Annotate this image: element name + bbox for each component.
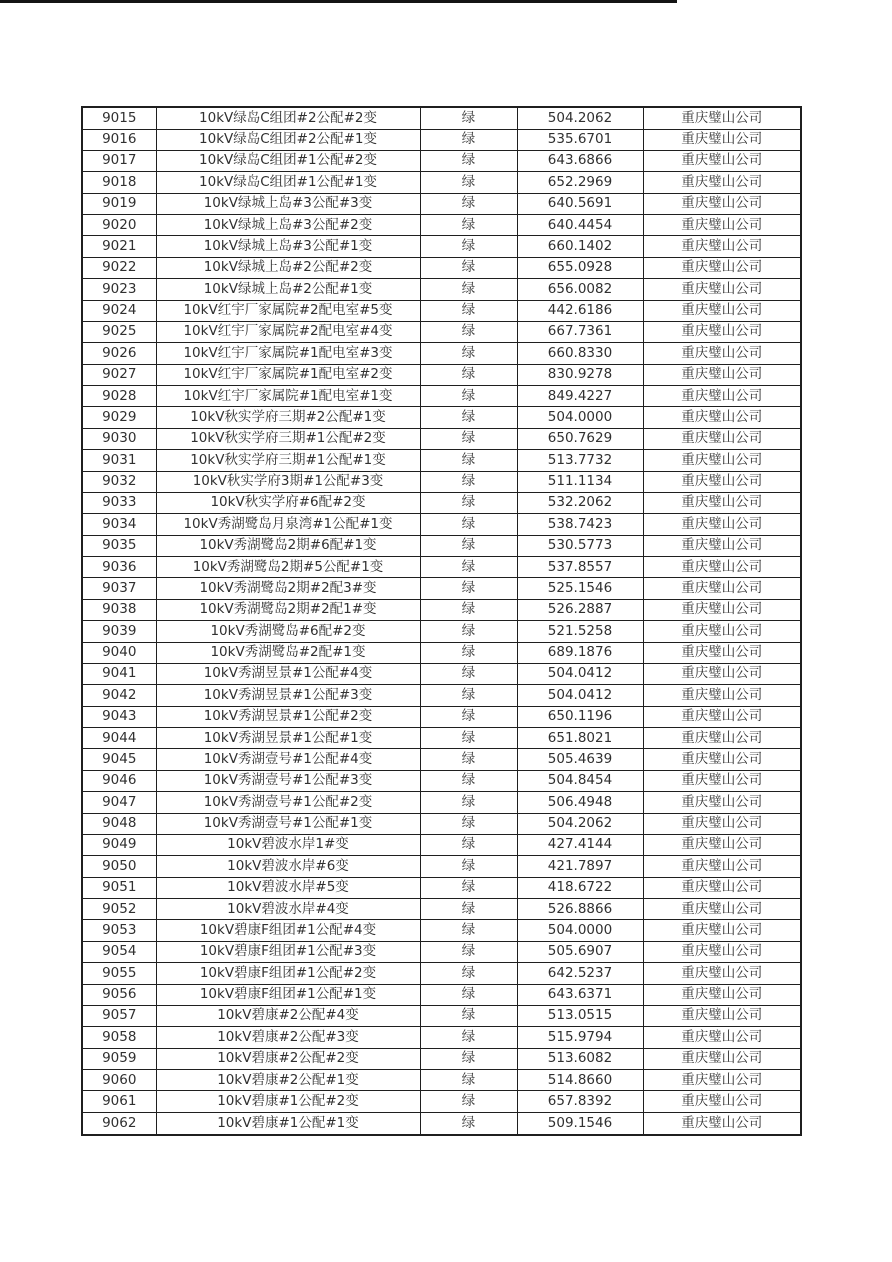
table-row <box>82 535 801 556</box>
cell-value: 537.8557 <box>517 557 643 578</box>
grid-body <box>82 107 801 1135</box>
cell-company: 重庆璧山公司 <box>643 257 801 278</box>
cell-status: 绿 <box>420 364 517 385</box>
cell-name: 10kV碧波水岸1#变 <box>156 834 420 855</box>
table-row <box>82 599 801 620</box>
table-row <box>82 770 801 791</box>
cell-name: 10kV绿岛C组团#1公配#1变 <box>156 172 420 193</box>
cell-status: 绿 <box>420 728 517 749</box>
cell-status: 绿 <box>420 343 517 364</box>
cell-name: 10kV秀湖鹭岛2期#6配#1变 <box>156 535 420 556</box>
cell-id: 9059 <box>82 1048 156 1069</box>
table-row <box>82 1112 801 1135</box>
cell-id: 9016 <box>82 129 156 150</box>
cell-id: 9061 <box>82 1091 156 1112</box>
cell-status: 绿 <box>420 1027 517 1048</box>
cell-status: 绿 <box>420 172 517 193</box>
cell-value: 642.5237 <box>517 963 643 984</box>
cell-value: 506.4948 <box>517 792 643 813</box>
cell-company: 重庆璧山公司 <box>643 856 801 877</box>
cell-id: 9018 <box>82 172 156 193</box>
table-row <box>82 279 801 300</box>
cell-value: 535.6701 <box>517 129 643 150</box>
cell-status: 绿 <box>420 899 517 920</box>
cell-company: 重庆璧山公司 <box>643 792 801 813</box>
cell-value: 660.8330 <box>517 343 643 364</box>
cell-value: 526.8866 <box>517 899 643 920</box>
cell-name: 10kV红宇厂家属院#1配电室#1变 <box>156 386 420 407</box>
cell-name: 10kV绿城上岛#3公配#1变 <box>156 236 420 257</box>
cell-status: 绿 <box>420 941 517 962</box>
cell-status: 绿 <box>420 407 517 428</box>
cell-value: 640.4454 <box>517 215 643 236</box>
cell-id: 9036 <box>82 557 156 578</box>
cell-name: 10kV绿城上岛#2公配#2变 <box>156 257 420 278</box>
cell-name: 10kV碧波水岸#4变 <box>156 899 420 920</box>
table-row <box>82 407 801 428</box>
cell-status: 绿 <box>420 428 517 449</box>
cell-status: 绿 <box>420 279 517 300</box>
cell-id: 9028 <box>82 386 156 407</box>
table-row <box>82 215 801 236</box>
cell-name: 10kV秀湖鹭岛2期#2配1#变 <box>156 599 420 620</box>
cell-id: 9040 <box>82 642 156 663</box>
table-row <box>82 834 801 855</box>
cell-company: 重庆璧山公司 <box>643 642 801 663</box>
cell-company: 重庆璧山公司 <box>643 215 801 236</box>
cell-company: 重庆璧山公司 <box>643 535 801 556</box>
scan-edge-artifact <box>0 0 677 3</box>
cell-company: 重庆璧山公司 <box>643 428 801 449</box>
table-row <box>82 642 801 663</box>
cell-value: 652.2969 <box>517 172 643 193</box>
cell-name: 10kV秀湖昱景#1公配#3变 <box>156 685 420 706</box>
cell-status: 绿 <box>420 963 517 984</box>
cell-value: 538.7423 <box>517 514 643 535</box>
cell-id: 9057 <box>82 1005 156 1026</box>
cell-company: 重庆璧山公司 <box>643 236 801 257</box>
cell-value: 651.8021 <box>517 728 643 749</box>
cell-id: 9041 <box>82 663 156 684</box>
cell-id: 9017 <box>82 150 156 171</box>
cell-id: 9019 <box>82 193 156 214</box>
cell-status: 绿 <box>420 514 517 535</box>
table-row <box>82 386 801 407</box>
table-row <box>82 364 801 385</box>
cell-value: 505.4639 <box>517 749 643 770</box>
cell-name: 10kV碧波水岸#6变 <box>156 856 420 877</box>
table-row <box>82 321 801 342</box>
cell-value: 643.6371 <box>517 984 643 1005</box>
cell-name: 10kV秀湖壹号#1公配#4变 <box>156 749 420 770</box>
cell-company: 重庆璧山公司 <box>643 877 801 898</box>
cell-value: 525.1546 <box>517 578 643 599</box>
cell-name: 10kV碧康F组团#1公配#4变 <box>156 920 420 941</box>
cell-company: 重庆璧山公司 <box>643 364 801 385</box>
cell-id: 9051 <box>82 877 156 898</box>
cell-value: 660.1402 <box>517 236 643 257</box>
cell-id: 9031 <box>82 450 156 471</box>
cell-name: 10kV秋实学府三期#2公配#1变 <box>156 407 420 428</box>
cell-value: 650.7629 <box>517 428 643 449</box>
cell-status: 绿 <box>420 1091 517 1112</box>
cell-company: 重庆璧山公司 <box>643 386 801 407</box>
table-row <box>82 1005 801 1026</box>
cell-value: 521.5258 <box>517 621 643 642</box>
cell-id: 9048 <box>82 813 156 834</box>
cell-company: 重庆璧山公司 <box>643 706 801 727</box>
table-row <box>82 172 801 193</box>
cell-value: 504.8454 <box>517 770 643 791</box>
cell-value: 513.0515 <box>517 1005 643 1026</box>
cell-status: 绿 <box>420 1112 517 1135</box>
cell-status: 绿 <box>420 1048 517 1069</box>
cell-id: 9038 <box>82 599 156 620</box>
table-row <box>82 685 801 706</box>
cell-value: 513.7732 <box>517 450 643 471</box>
table-row <box>82 300 801 321</box>
cell-company: 重庆璧山公司 <box>643 1070 801 1091</box>
table-row <box>82 749 801 770</box>
cell-name: 10kV碧康#1公配#1变 <box>156 1112 420 1135</box>
cell-company: 重庆璧山公司 <box>643 941 801 962</box>
cell-id: 9056 <box>82 984 156 1005</box>
cell-value: 427.4144 <box>517 834 643 855</box>
cell-company: 重庆璧山公司 <box>643 749 801 770</box>
cell-company: 重庆璧山公司 <box>643 450 801 471</box>
cell-name: 10kV绿岛C组团#2公配#1变 <box>156 129 420 150</box>
cell-name: 10kV秀湖鹭岛2期#5公配#1变 <box>156 557 420 578</box>
cell-id: 9045 <box>82 749 156 770</box>
cell-value: 442.6186 <box>517 300 643 321</box>
cell-value: 532.2062 <box>517 492 643 513</box>
cell-name: 10kV碧康F组团#1公配#1变 <box>156 984 420 1005</box>
cell-status: 绿 <box>420 450 517 471</box>
cell-value: 849.4227 <box>517 386 643 407</box>
table-row <box>82 877 801 898</box>
cell-status: 绿 <box>420 107 517 129</box>
cell-company: 重庆璧山公司 <box>643 107 801 129</box>
table-row <box>82 1027 801 1048</box>
table-row <box>82 984 801 1005</box>
table-row <box>82 343 801 364</box>
cell-value: 643.6866 <box>517 150 643 171</box>
cell-name: 10kV秀湖昱景#1公配#4变 <box>156 663 420 684</box>
table-row <box>82 856 801 877</box>
table-row <box>82 621 801 642</box>
data-table-container <box>81 106 802 1136</box>
cell-company: 重庆璧山公司 <box>643 321 801 342</box>
cell-name: 10kV秋实学府三期#1公配#1变 <box>156 450 420 471</box>
table-row <box>82 428 801 449</box>
cell-status: 绿 <box>420 792 517 813</box>
cell-id: 9042 <box>82 685 156 706</box>
cell-value: 830.9278 <box>517 364 643 385</box>
cell-id: 9044 <box>82 728 156 749</box>
cell-value: 504.0000 <box>517 407 643 428</box>
table-row <box>82 150 801 171</box>
cell-company: 重庆璧山公司 <box>643 1048 801 1069</box>
cell-name: 10kV红宇厂家属院#2配电室#4变 <box>156 321 420 342</box>
cell-value: 505.6907 <box>517 941 643 962</box>
cell-status: 绿 <box>420 749 517 770</box>
cell-id: 9050 <box>82 856 156 877</box>
cell-value: 514.8660 <box>517 1070 643 1091</box>
cell-company: 重庆璧山公司 <box>643 834 801 855</box>
table-row <box>82 663 801 684</box>
cell-value: 509.1546 <box>517 1112 643 1135</box>
cell-company: 重庆璧山公司 <box>643 514 801 535</box>
cell-company: 重庆璧山公司 <box>643 129 801 150</box>
cell-company: 重庆璧山公司 <box>643 343 801 364</box>
cell-value: 504.2062 <box>517 107 643 129</box>
table-row <box>82 236 801 257</box>
table-row <box>82 514 801 535</box>
table-row <box>82 1091 801 1112</box>
table-row <box>82 450 801 471</box>
cell-status: 绿 <box>420 557 517 578</box>
cell-id: 9024 <box>82 300 156 321</box>
cell-status: 绿 <box>420 535 517 556</box>
cell-id: 9035 <box>82 535 156 556</box>
table-row <box>82 193 801 214</box>
cell-status: 绿 <box>420 386 517 407</box>
cell-value: 640.5691 <box>517 193 643 214</box>
cell-name: 10kV红宇厂家属院#1配电室#3变 <box>156 343 420 364</box>
cell-status: 绿 <box>420 813 517 834</box>
cell-id: 9032 <box>82 471 156 492</box>
cell-company: 重庆璧山公司 <box>643 172 801 193</box>
cell-id: 9052 <box>82 899 156 920</box>
cell-name: 10kV绿岛C组团#2公配#2变 <box>156 107 420 129</box>
cell-name: 10kV绿岛C组团#1公配#2变 <box>156 150 420 171</box>
cell-company: 重庆璧山公司 <box>643 193 801 214</box>
cell-status: 绿 <box>420 877 517 898</box>
cell-value: 530.5773 <box>517 535 643 556</box>
cell-id: 9033 <box>82 492 156 513</box>
cell-id: 9047 <box>82 792 156 813</box>
cell-company: 重庆璧山公司 <box>643 578 801 599</box>
cell-id: 9062 <box>82 1112 156 1135</box>
cell-status: 绿 <box>420 257 517 278</box>
cell-value: 418.6722 <box>517 877 643 898</box>
cell-id: 9025 <box>82 321 156 342</box>
cell-company: 重庆璧山公司 <box>643 728 801 749</box>
cell-name: 10kV秋实学府#6配#2变 <box>156 492 420 513</box>
cell-value: 504.0412 <box>517 685 643 706</box>
cell-status: 绿 <box>420 150 517 171</box>
cell-name: 10kV秀湖昱景#1公配#2变 <box>156 706 420 727</box>
cell-name: 10kV秀湖鹭岛2期#2配3#变 <box>156 578 420 599</box>
cell-status: 绿 <box>420 621 517 642</box>
cell-status: 绿 <box>420 770 517 791</box>
cell-company: 重庆璧山公司 <box>643 492 801 513</box>
table-row <box>82 941 801 962</box>
cell-name: 10kV碧康F组团#1公配#2变 <box>156 963 420 984</box>
cell-name: 10kV秋实学府三期#1公配#2变 <box>156 428 420 449</box>
cell-name: 10kV秀湖鹭岛#2配#1变 <box>156 642 420 663</box>
data-table <box>81 106 802 1136</box>
cell-value: 504.0000 <box>517 920 643 941</box>
table-row <box>82 107 801 129</box>
cell-name: 10kV碧波水岸#5变 <box>156 877 420 898</box>
cell-company: 重庆璧山公司 <box>643 963 801 984</box>
cell-value: 667.7361 <box>517 321 643 342</box>
table-row <box>82 492 801 513</box>
cell-status: 绿 <box>420 321 517 342</box>
cell-value: 526.2887 <box>517 599 643 620</box>
cell-name: 10kV碧康#1公配#2变 <box>156 1091 420 1112</box>
cell-company: 重庆璧山公司 <box>643 1091 801 1112</box>
cell-name: 10kV秀湖鹭岛月泉湾#1公配#1变 <box>156 514 420 535</box>
cell-name: 10kV碧康#2公配#2变 <box>156 1048 420 1069</box>
cell-name: 10kV绿城上岛#3公配#2变 <box>156 215 420 236</box>
table-row <box>82 813 801 834</box>
cell-company: 重庆璧山公司 <box>643 685 801 706</box>
table-row <box>82 557 801 578</box>
cell-value: 421.7897 <box>517 856 643 877</box>
cell-company: 重庆璧山公司 <box>643 813 801 834</box>
cell-company: 重庆璧山公司 <box>643 984 801 1005</box>
cell-name: 10kV秀湖鹭岛#6配#2变 <box>156 621 420 642</box>
table-row <box>82 1070 801 1091</box>
cell-company: 重庆璧山公司 <box>643 770 801 791</box>
cell-value: 513.6082 <box>517 1048 643 1069</box>
cell-status: 绿 <box>420 471 517 492</box>
table-row <box>82 792 801 813</box>
cell-id: 9043 <box>82 706 156 727</box>
cell-status: 绿 <box>420 129 517 150</box>
cell-status: 绿 <box>420 642 517 663</box>
cell-name: 10kV秀湖壹号#1公配#3变 <box>156 770 420 791</box>
cell-company: 重庆璧山公司 <box>643 1005 801 1026</box>
cell-name: 10kV红宇厂家属院#2配电室#5变 <box>156 300 420 321</box>
cell-company: 重庆璧山公司 <box>643 279 801 300</box>
table-row <box>82 728 801 749</box>
table-row <box>82 899 801 920</box>
cell-id: 9037 <box>82 578 156 599</box>
cell-name: 10kV秀湖壹号#1公配#1变 <box>156 813 420 834</box>
cell-id: 9023 <box>82 279 156 300</box>
cell-value: 656.0082 <box>517 279 643 300</box>
cell-id: 9027 <box>82 364 156 385</box>
cell-status: 绿 <box>420 984 517 1005</box>
cell-status: 绿 <box>420 578 517 599</box>
cell-value: 511.1134 <box>517 471 643 492</box>
cell-id: 9039 <box>82 621 156 642</box>
cell-company: 重庆璧山公司 <box>643 471 801 492</box>
cell-name: 10kV绿城上岛#2公配#1变 <box>156 279 420 300</box>
cell-status: 绿 <box>420 215 517 236</box>
cell-id: 9054 <box>82 941 156 962</box>
cell-company: 重庆璧山公司 <box>643 300 801 321</box>
cell-id: 9046 <box>82 770 156 791</box>
cell-id: 9029 <box>82 407 156 428</box>
table-row <box>82 578 801 599</box>
cell-id: 9022 <box>82 257 156 278</box>
cell-name: 10kV碧康#2公配#3变 <box>156 1027 420 1048</box>
cell-status: 绿 <box>420 685 517 706</box>
cell-company: 重庆璧山公司 <box>643 150 801 171</box>
cell-status: 绿 <box>420 856 517 877</box>
cell-value: 689.1876 <box>517 642 643 663</box>
cell-name: 10kV秀湖昱景#1公配#1变 <box>156 728 420 749</box>
cell-company: 重庆璧山公司 <box>643 1027 801 1048</box>
cell-company: 重庆璧山公司 <box>643 621 801 642</box>
cell-company: 重庆璧山公司 <box>643 1112 801 1135</box>
cell-name: 10kV秋实学府3期#1公配#3变 <box>156 471 420 492</box>
cell-status: 绿 <box>420 1070 517 1091</box>
table-row <box>82 257 801 278</box>
table-row <box>82 471 801 492</box>
cell-status: 绿 <box>420 236 517 257</box>
cell-status: 绿 <box>420 193 517 214</box>
cell-status: 绿 <box>420 663 517 684</box>
cell-name: 10kV秀湖壹号#1公配#2变 <box>156 792 420 813</box>
table-row <box>82 706 801 727</box>
cell-status: 绿 <box>420 834 517 855</box>
cell-status: 绿 <box>420 920 517 941</box>
cell-id: 9058 <box>82 1027 156 1048</box>
cell-company: 重庆璧山公司 <box>643 557 801 578</box>
cell-value: 655.0928 <box>517 257 643 278</box>
table-row <box>82 963 801 984</box>
cell-id: 9021 <box>82 236 156 257</box>
cell-name: 10kV红宇厂家属院#1配电室#2变 <box>156 364 420 385</box>
cell-company: 重庆璧山公司 <box>643 920 801 941</box>
cell-id: 9049 <box>82 834 156 855</box>
cell-value: 657.8392 <box>517 1091 643 1112</box>
cell-id: 9053 <box>82 920 156 941</box>
cell-name: 10kV碧康#2公配#1变 <box>156 1070 420 1091</box>
cell-name: 10kV碧康#2公配#4变 <box>156 1005 420 1026</box>
cell-status: 绿 <box>420 1005 517 1026</box>
cell-company: 重庆璧山公司 <box>643 899 801 920</box>
cell-value: 650.1196 <box>517 706 643 727</box>
cell-name: 10kV碧康F组团#1公配#3变 <box>156 941 420 962</box>
cell-name: 10kV绿城上岛#3公配#3变 <box>156 193 420 214</box>
cell-id: 9026 <box>82 343 156 364</box>
cell-status: 绿 <box>420 706 517 727</box>
cell-status: 绿 <box>420 599 517 620</box>
cell-id: 9060 <box>82 1070 156 1091</box>
cell-company: 重庆璧山公司 <box>643 599 801 620</box>
cell-value: 515.9794 <box>517 1027 643 1048</box>
cell-value: 504.2062 <box>517 813 643 834</box>
cell-company: 重庆璧山公司 <box>643 407 801 428</box>
cell-status: 绿 <box>420 492 517 513</box>
cell-id: 9055 <box>82 963 156 984</box>
cell-company: 重庆璧山公司 <box>643 663 801 684</box>
cell-id: 9030 <box>82 428 156 449</box>
cell-value: 504.0412 <box>517 663 643 684</box>
cell-id: 9034 <box>82 514 156 535</box>
cell-id: 9020 <box>82 215 156 236</box>
cell-id: 9015 <box>82 107 156 129</box>
table-row <box>82 129 801 150</box>
table-row <box>82 1048 801 1069</box>
table-row <box>82 920 801 941</box>
cell-status: 绿 <box>420 300 517 321</box>
